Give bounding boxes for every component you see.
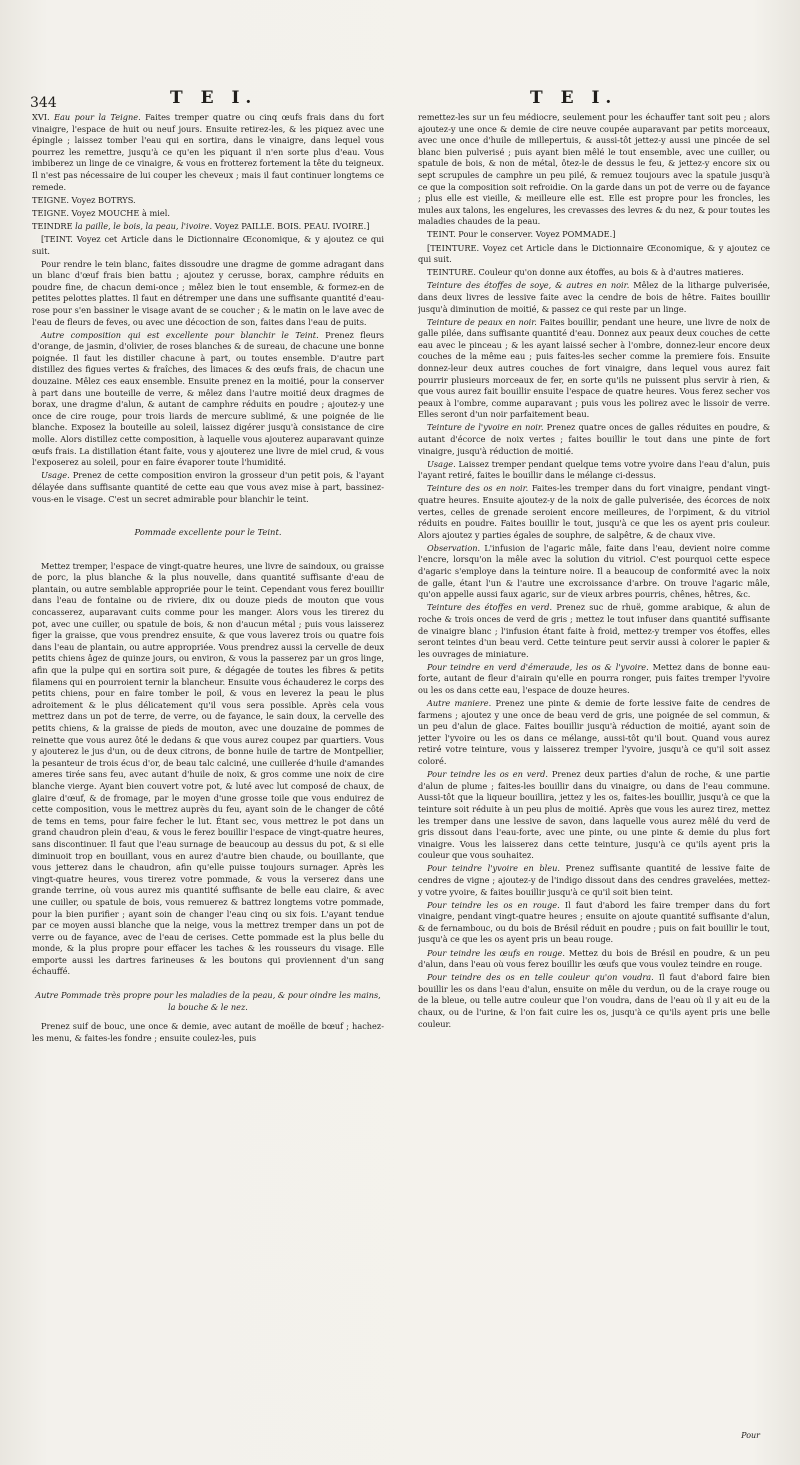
paragraph <box>32 259 384 329</box>
paragraph-text: Mêlez de la litharge pulverisée, dans deux livres de lessive faite avec la cendre de bois de hêtre. Faites bouillir jusqu'à diminution de moitié, & passez ce qui reste par un linge. <box>418 280 770 314</box>
paragraph <box>418 267 770 279</box>
paragraph <box>418 900 770 946</box>
paragraph <box>418 863 770 898</box>
paragraph <box>418 543 770 601</box>
left-column <box>32 112 384 1432</box>
paragraph-text: Prenez suffisante quantité de lessive faite de cendres de vigne ; ajoutez-y de l'indigo dissout dans des cendres gravelées, mettez-y votre yvoire, & faites bouillir jusqu'à ce qu'il soit bien teint. <box>418 863 770 897</box>
paragraph <box>418 459 770 482</box>
paragraph-text: Prenez suc de rhuë, gomme arabique, & alun de roche & trois onces de verd de gris ; mettez le tout infuser dans quantité suffisante de vinaigre blanc ; l'infusion étant faite à froid, mettez-y tremper vos étoffes, elles seront teintes d'un beau verd. Cette teinture peut servir aussi à colorer le papier & les ouvrages de miniature. <box>418 602 770 659</box>
paragraph-text: TEIGNE. Voyez MOUCHE à miel. <box>32 207 170 218</box>
paragraph-text: L'infusion de l'agaric mâle, faite dans l'eau, devient noire comme l'encre, lorsqu'on la mêle avec la solution du vitriol. C'est pourquoi cette espece d'agaric s'employe dans la teinture noire. Il a beaucoup de conformité avec la noix de galle, étant l'un & l'autre une excroissance d'arbre. On trouve l'agaric mâle, qu'on appelle aussi faux agaric, sur de vieux arbres pourris, chênes, hêtres, &c. <box>418 542 770 600</box>
paragraph-italic-heading: Usage. <box>41 470 70 481</box>
paragraph-italic-heading: Autre Pommade très propre pour les maladies de la peau, & pour oindre les mains, la bouche & le nez. <box>35 990 381 1012</box>
paragraph-italic-heading: Eau pour la Teigne. <box>54 112 141 122</box>
paragraph <box>418 229 770 241</box>
paragraph-text: Voyez PAILLE. BOIS. PEAU. IVOIRE.] <box>212 220 370 231</box>
paragraph-italic-heading: Teinture des étoffes en verd. <box>427 602 553 613</box>
paragraph-italic-heading: Teinture des os en noir. <box>427 483 529 494</box>
paragraph-text: TEINTURE. Couleur qu'on donne aux étoffes, au bois & à d'autres matieres. <box>427 267 744 278</box>
paragraph-text: Mettez du bois de Brésil en poudre, & un peu d'alun, dans l'eau où vous ferez bouillir les œufs que vous voulez teindre en rouge. <box>418 947 770 970</box>
paragraph-text: Pour rendre le tein blanc, faites dissoudre une dragme de gomme adragant dans un blanc d'œuf frais bien battu ; ajoutez y cerusse, borax, camphre réduits en poudre fine, de chacun demi-once ; mêlez bien le tout ensemble, & formez-en de petites pelottes plattes. Il faut en détremper une dans une suffisante quantité d'eau-rose pour s'en bassiner le visage avant de se coucher ; & le matin on le lave avec de l'eau de fleurs de feves, ou avec une décoction de son, faites dans l'eau de puits. <box>32 258 384 327</box>
paragraph <box>32 208 384 220</box>
paragraph-italic-heading: Teinture de peaux en noir. <box>427 316 537 327</box>
paragraph <box>418 769 770 862</box>
paragraph-italic-heading: Autre maniere. <box>427 698 492 709</box>
paragraph-italic-heading: Pour teindre l'yvoire en bleu. <box>427 863 560 874</box>
paragraph <box>32 527 384 539</box>
paragraph <box>418 243 770 266</box>
paragraph <box>418 317 770 421</box>
paragraph <box>418 483 770 541</box>
paragraph <box>32 1021 384 1044</box>
paragraph-italic-heading: Pour teindre les os en verd. <box>427 769 548 780</box>
paragraph-text: Laissez tremper pendant quelque tems votre yvoire dans l'eau d'alun, puis l'ayant retiré, faites le bouillir dans le mélange ci-dessus. <box>418 458 770 481</box>
paragraph-italic-heading: Teinture de l'yvoire en noir. <box>427 422 544 433</box>
catchword: Pour <box>741 1431 760 1440</box>
paragraph <box>418 972 770 1030</box>
paragraph-italic-heading: Usage. <box>427 458 456 469</box>
paragraph-italic-heading: Autre composition qui est excellente pour blanchir le Teint. <box>41 329 319 340</box>
paragraph-text: [TEINTURE. Voyez cet Article dans le Dictionnaire Œconomique, & y ajoutez ce qui suit. <box>418 242 770 265</box>
paragraph-text: Faites bouillir, pendant une heure, une livre de noix de galle pilée, dans suffisante quantité d'eau. Donnez aux peaux deux couches de cette eau avec le pinceau ; & les ayant laissé secher à l'ombre, donnez-leur encore deux couches de la même eau ; puis faites-les secher comme la premiere fois. Ensuite donnez-leur deux autres couches de fort vinaigre, dans lequel vous aurez fait pourrir plusieurs morceaux de fer, en sorte qu'ils ne puissent plus servir à rien, & que vous aurez fait bouillir ensuite l'espace de quatre heures. Vous ferez secher vos peaux à l'ombre, comme auparavant ; puis vous les polirez avec le lissoir de verre. Elles seront d'un noir parfaitement beau. <box>418 316 770 420</box>
paragraph-text: Mettez dans de bonne eau-forte, autant de fleur d'airain qu'elle en pourra ronger, puis faites tremper l'yvoire ou les os dans cette eau, l'espace de douze heures. <box>418 661 770 695</box>
paragraph-text: Prenez une pinte & demie de forte lessive faite de cendres de farmens ; ajoutez y une once de beau verd de gris, une poignée de sel commun, & un peu d'alun de glace. Faites bouillir jusqu'à réduction de moitié, ayant soin de jetter l'yvoire ou les os dans ce mélange, aussi-tôt qu'il bout. Quand vous aurez retiré votre teinture, vous y laisserez tremper l'yvoire, jusqu'à ce qu'il soit assez coloré. <box>418 698 770 767</box>
paragraph-italic-heading: Pour teindre en verd d'émeraude, les os & l'yvoire. <box>427 661 649 672</box>
paragraph-text: Mettez tremper, l'espace de vingt-quatre heures, une livre de saindoux, ou graisse de porc, la plus blanche & la plus nouvelle, dans quantité suffisante d'eau de plantain, ou autre semblable appropriée pour le teint. Cependant vous ferez bouillir dans l'eau de fontaine ou de riviere, dix ou douze pieds de mouton que vous concasserez, auparavant cuits comme pour les manger. Alors vous les tirerez du pot, avec une cuiller, ou spatule de bois, & non d'aucun métal ; puis vous laisserez figer la graisse, que vous prendrez ensuite, & que vous laverez trois ou quatre fois dans l'eau de plantain, ou autre appropriée. Vous prendrez aussi la cervelle de deux petits chiens âgez de quinze jours, ou environ, & vous la passerez par un gros linge, afin que la pulpe qui en sortira soit pure, & dégagée de toutes les fibres & petits filamens qui en pourroient ternir la blancheur. Ensuite vous échauderez le corps des petits chiens, pour en faire tomber le poil, & vous en leverez la peau le plus adroitement & le plus délicatement qu'il vous sera possible. Après cela vous mettrez dans un pot de terre, de verre, ou de fayance, le sain doux, la cervelle des petits chiens, & la graisse de pieds de mouton, avec une douzaine de pommes de reinette que vous aurez ôté le dedans & que vous aurez coupez par quartiers. Vous y ajouterez le jus d'un, ou de deux citrons, de bonne huile de tartre de Montpellier, la pesanteur de trois écus d'or, de beau talc calciné, une cuillerée d'huile d'amandes ameres tirée sans feu, avec autant d'huile de noix, & gros comme une noix de cire blanche vierge. Ayant bien couvert votre pot, & luté avec lut composé de chaux, de glaire d'œuf, & de fromage, par le moyen d'une grosse toile que vous enduirez de cette composition, vous le mettrez auprès du feu, ayant soin de le changer de côté de tems en tems, pour faire fecher le lut. Étant sec, vous mettrez le pot dans un grand chaudron plein d'eau, & vous le ferez bouillir l'espace de vingt-quatre heures, sans discontinuer. Il faut que l'eau surnage de beaucoup au dessus du pot, & si elle diminuoit trop en bouillant, vous en aurez d'autre bien chaude, ou bouillante, que vous jetterez dans le chaudron, afin qu'elle puisse toujours surnager. Après les vingt-quatre heures, vous tirerez votre pommade, & vous la verserez dans une grande terrine, où vous aurez mis quantité suffisante de belle eau claire, & avec une cuiller, ou spatule de bois, vous remuerez & battrez longtems votre pommade, pour la bien purifier ; ayant soin de changer l'eau cinq ou six fois. L'ayant tendue par ce moyen aussi blanche que la neige, vous la mettrez tremper dans un pot de verre ou de fayance, avec de l'eau de cerises. Cette pommade est la plus belle du monde, & la plus propre pour effacer les taches & les rousseurs du visage. Elle emporte aussi les dartres farineuses & les boutons qui proviennent d'un sang échauffé. <box>32 560 384 977</box>
paragraph-lead: TEINDRE <box>32 220 76 231</box>
paragraph-text: Prenez suif de bouc, une once & demie, avec autant de moëlle de bœuf ; hachez-les menu, & faites-les fondre ; ensuite coulez-les, puis <box>32 1021 384 1043</box>
paragraph <box>418 662 770 697</box>
paragraph <box>418 948 770 971</box>
paragraph <box>418 602 770 660</box>
paragraph <box>418 422 770 457</box>
paragraph-text: [TEINT. Voyez cet Article dans le Dictionnaire Œconomique, & y ajoutez ce qui suit. <box>32 233 384 256</box>
paragraph-lead: XVI. <box>32 112 55 122</box>
paragraph <box>418 698 770 768</box>
paragraph-italic-heading: Observation. <box>427 542 481 553</box>
paragraph-text: Il faut d'abord les faire tremper dans du fort vinaigre, pendant vingt-quatre heures ; ensuite on ajoute quantité suffisante d'alun, & de fernambouc, ou du bois de Brésil réduit en poudre ; puis on fait bouillir le tout, jusqu'à ce que les os ayent pris un beau rouge. <box>418 899 770 945</box>
paragraph-italic-heading: Pour teindre les œufs en rouge. <box>427 947 565 958</box>
paragraph-text: TEIGNE. Voyez BOTRYS. <box>32 194 136 205</box>
page-number: 344 <box>30 95 57 111</box>
paragraph-italic-heading: Pour teindre les os en rouge. <box>427 899 560 910</box>
paragraph <box>32 990 384 1013</box>
paragraph-text: Faites-les tremper dans du fort vinaigre, pendant vingt-quatre heures. Ensuite ajoutez-y de la noix de galle pulverisée, des écorces de noix vertes, celles de grenade seroient encore meilleures, de l'orpiment, & du vitriol réduits en poudre. Faites bouillir le tout, jusqu'à ce que les os ayent pris couleur. Alors ajoutez y parties égales de souphre, de salpêtre, & de chaux vive. <box>418 483 770 540</box>
paragraph <box>32 221 384 233</box>
paragraph-text: remettez-les sur un feu médiocre, seulement pour les échauffer tant soit peu ; alors ajoutez-y une once & demie de cire neuve coupée auparavant par petits morceaux, avec une once d'huile de millepertuis, & aussi-tôt jettez-y aussi une pincée de sel blanc bien pulverisé ; puis ayant bien mêlé le tout ensemble, avec une cuiller, ou spatule de bois, & non de métal, ôtez-le de dessus le feu, & jettez-y encore six ou sept scrupules de camphre un peu pilé, & remuez toujours avec la spatule jusqu'à ce que la composition soit refroidie. On la garde dans un pot de verre ou de fayance ; plus elle est vieille, & meilleure elle est. Elle est propre pour les froncles, les mules aux talons, les engelures, les crevasses des levres & du nez, & pour toutes les maladies chaudes de la peau. <box>418 112 770 227</box>
paragraph-italic-heading: la paille, le bois, la peau, l'ivoire. <box>75 220 213 231</box>
paragraph-text: Prenez fleurs d'orange, de jasmin, d'olivier, de roses blanches & de sureau, de chacune une bonne poignée. Il faut les distiller chacune à part, ou toutes ensemble. D'autre part distillez des figues vertes & fraîches, des limaces & des œufs frais, de chacun une douzaine. Mêlez ces eaux ensemble. Ensuite prenez en la moitié, pour la conserver à part dans une bouteille de verre, & mêlez dans l'autre moitié deux dragmes de borax, une dragme d'alun, & autant de camphre réduits en poudre ; ajoutez-y une once de cire rouge, pour trois liards de mercure sublimé, & une poignée de lie blanche. Exposez la bouteille au soleil, laissez digérer jusqu'à consistance de cire molle. Alors distillez cette composition, à laquelle vous ajouterez auparavant quinze œufs frais. La distillation étant faite, vous y ajouterez une livre de miel crud, & vous l'exposerez au soleil, pour en faire évaporer toute l'humidité. <box>32 329 384 468</box>
paragraph-text: TEINT. Pour le conserver. Voyez POMMADE.] <box>427 229 616 240</box>
paragraph-text: Faites tremper quatre ou cinq œufs frais dans du fort vinaigre, l'espace de huit ou neuf jours. Ensuite retirez-les, & les piquez avec une épingle ; laissez tomber l'eau qui en sortira, dans le vinaigre, dans lequel vous pourrez les remettre, jusqu'à ce qu'en les piquant il n'en sorte plus d'eau. Vous imbiberez un linge de ce vinaigre, & vous en frotterez fortement la tête du teigneux. Il n'est pas nécessaire de lui couper les cheveux ; mais il faut continuer longtems ce remede. <box>32 112 384 192</box>
paragraph <box>418 280 770 315</box>
paragraph-text: Prenez de cette composition environ la grosseur d'un petit pois, & l'ayant délayée dans suffisante quantité de cette eau que vous avez mise à part, bassinez-vous-en le visage. C'est un secret admirable pour blanchir le teint. <box>32 470 384 504</box>
paragraph <box>32 470 384 505</box>
paragraph-text: Prenez quatre onces de galles réduites en poudre, & autant d'écorce de noix vertes ; faites bouillir le tout dans une pinte de fort vinaigre, jusqu'à réduction de moitié. <box>418 422 770 456</box>
paragraph-italic-heading: Pour teindre des os en telle couleur qu'on voudra. <box>427 972 654 983</box>
running-head-right: T E I. <box>530 88 618 108</box>
running-head-left: T E I. <box>170 88 258 108</box>
paragraph-text: Prenez deux parties d'alun de roche, & une partie d'alun de plume ; faites-les bouillir dans du vinaigre, ou dans de l'eau commune. Aussi-tôt que la liqueur bouillira, jettez y les os, faites-les bouillir, jusqu'à ce que la teinture soit réduite à un peu plus de moitié. Après que vous les aurez tirez, mettez les tremper dans une lessive de savon, dans laquelle vous aurez mêlé du verd de gris dissout dans l'eau-forte, avec une pinte, ou une pinte & demie du plus fort vinaigre. Vous les laisserez dans cette teinture, jusqu'à ce qu'ils ayent pris la couleur que vous souhaitez. <box>418 769 770 861</box>
paragraph-text: Il faut d'abord faire bien bouillir les os dans l'eau d'alun, ensuite on mêle du verdun, ou de la craye rouge ou de la bleue, ou telle autre couleur que l'on voudra, dans de l'eau où il y ait eu de la chaux, ou de l'urine, & l'on fait cuire les os, jusqu'à ce qu'ils ayent pris une belle couleur. <box>418 972 770 1029</box>
paragraph <box>32 112 384 193</box>
paragraph <box>32 561 384 978</box>
paragraph-italic-heading: Pommade excellente pour le Teint. <box>134 527 282 538</box>
paragraph-italic-heading: Teinture des étoffes de soye, & autres en noir. <box>427 280 630 291</box>
paragraph <box>418 112 770 228</box>
right-column <box>418 112 770 1432</box>
paragraph <box>32 234 384 257</box>
paragraph <box>32 195 384 207</box>
paragraph <box>32 330 384 469</box>
